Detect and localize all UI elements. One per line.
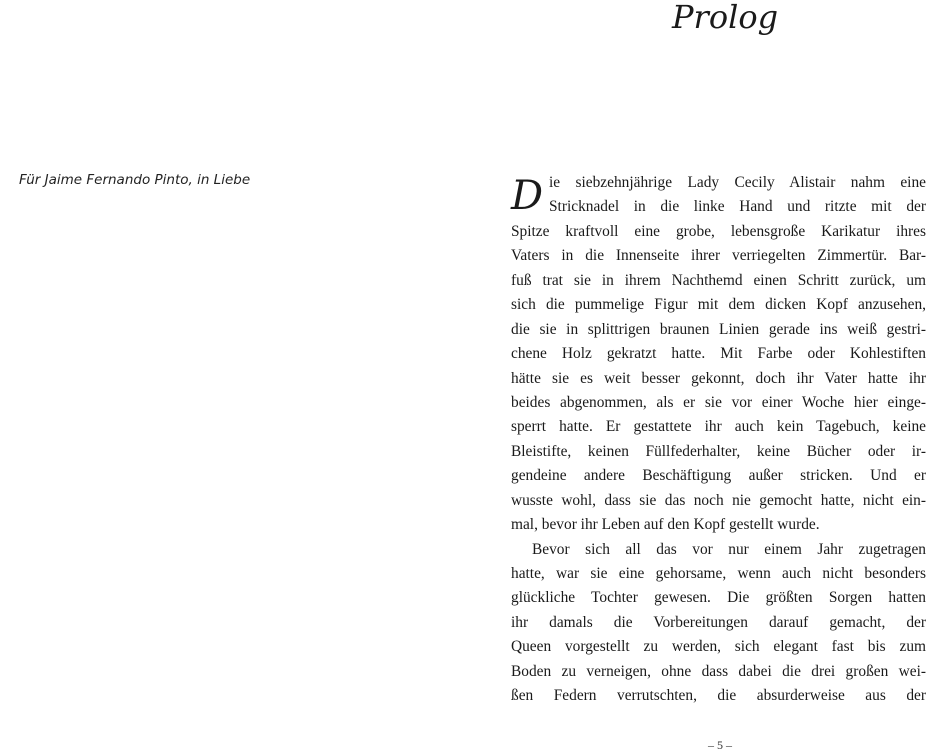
body-line: ie siebzehnjährige Lady Cecily Alistair nahm eine bbox=[549, 174, 926, 191]
body-line: Bleistifte, keinen Füllfederhalter, keine Bücher oder ir- bbox=[511, 442, 926, 460]
body-line: chene Holz gekratzt hatte. Mit Farbe oder Kohlestiften bbox=[511, 345, 926, 363]
dedication: Für Jaime Fernando Pinto, in Liebe bbox=[19, 172, 251, 188]
body-line: Boden zu verneigen, ohne dass dabei die drei großen wei- bbox=[511, 662, 926, 680]
body-line: beides abgenommen, als er sie vor einer Woche hier einge- bbox=[511, 393, 926, 411]
body-line: sich die pummelige Figur mit dem dicken Kopf anzusehen, bbox=[511, 296, 926, 314]
chapter-title bbox=[668, 0, 778, 46]
body-line: Bevor sich all das vor nur einem Jahr zugetragen bbox=[532, 540, 926, 558]
body-line: wusste wohl, dass sie das noch nie gemocht hatte, nicht ein- bbox=[511, 491, 926, 509]
body-line: hätte sie es weit besser gekonnt, doch ihr Vater hatte ihr bbox=[511, 369, 926, 387]
drop-cap-letter: D bbox=[511, 173, 544, 219]
body-line: hatte, war sie eine gehorsame, wenn auch nicht besonders bbox=[511, 565, 926, 582]
body-line: Spitze kraftvoll eine grobe, lebensgroße Karikatur ihres bbox=[511, 222, 926, 240]
drop-cap bbox=[509, 171, 549, 219]
prologue-body bbox=[511, 171, 926, 709]
body-line: glückliche Tochter gewesen. Die größten Sorgen hatten bbox=[511, 589, 926, 607]
drop-cap-glyph bbox=[509, 171, 549, 219]
body-line: Stricknadel in die linke Hand und ritzte mit der bbox=[549, 198, 926, 216]
body-line: sperrt hatte. Er gestattete ihr auch kein Tagebuch, keine bbox=[511, 418, 926, 436]
body-line: die sie in splittrigen braunen Linien gerade ins weiß gestri- bbox=[511, 320, 926, 338]
chapter-title-text: Prolog bbox=[672, 0, 778, 36]
body-line: ihr damals die Vorbereitungen darauf gemacht, der bbox=[511, 613, 926, 631]
chapter-title-script bbox=[668, 0, 778, 46]
body-line: mal, bevor ihr Leben auf den Kopf gestellt wurde. bbox=[511, 516, 820, 534]
page-number: – 5 – bbox=[708, 738, 732, 752]
body-line: Queen vorgestellt zu werden, sich elegant fast bis zum bbox=[511, 638, 926, 656]
body-line: gendeine andere Beschäftigung außer stricken. Und er bbox=[511, 467, 926, 485]
body-line: Vaters in die Innenseite ihrer verriegelten Zimmertür. Bar- bbox=[511, 247, 926, 265]
body-line: ßen Federn verrutschten, die absurderweise aus der bbox=[511, 687, 926, 705]
body-line: fuß trat sie in ihrem Nachthemd einen Schritt zurück, um bbox=[511, 271, 926, 289]
